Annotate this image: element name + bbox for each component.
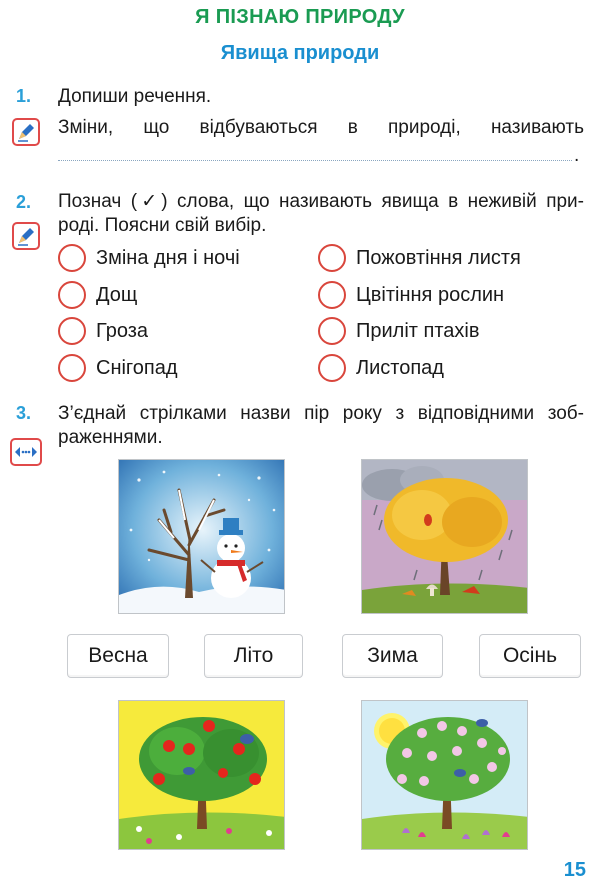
season-label-spring[interactable] xyxy=(67,634,169,678)
page-title: Я ПІЗНАЮ ПРИРОДУ xyxy=(195,6,405,28)
checkbox-circle[interactable] xyxy=(58,244,86,272)
option-label: Приліт птахів xyxy=(356,319,480,342)
option-label: Гроза xyxy=(96,319,149,342)
pen-icon xyxy=(12,118,40,146)
season-label-text: Осінь xyxy=(502,644,558,667)
autumn-picture[interactable] xyxy=(361,459,528,614)
option-label: Листопад xyxy=(356,356,444,379)
page-number: 15 xyxy=(563,859,586,881)
summer-scene-illustration xyxy=(119,701,285,850)
season-label-autumn[interactable] xyxy=(479,634,581,678)
option-label: Снігопад xyxy=(96,356,178,379)
checkbox-circle[interactable] xyxy=(318,354,346,382)
option-label: Зміна дня і ночі xyxy=(96,246,240,269)
option-item[interactable] xyxy=(318,354,444,382)
task-1-end-mark: . xyxy=(574,145,580,166)
option-item[interactable] xyxy=(58,244,240,272)
option-item[interactable] xyxy=(58,281,137,309)
task-3-instruction-line2: раженнями. xyxy=(58,427,163,448)
connect-arrows-icon xyxy=(10,438,42,466)
spring-scene-illustration xyxy=(362,701,528,850)
autumn-scene-illustration xyxy=(362,460,528,614)
answer-line[interactable] xyxy=(58,160,572,161)
checkbox-circle[interactable] xyxy=(58,317,86,345)
task-3-number: 3. xyxy=(16,403,32,423)
page-subtitle: Явища природи xyxy=(220,42,380,64)
spring-picture[interactable] xyxy=(361,700,528,850)
task-2-number: 2. xyxy=(16,192,32,212)
option-label: Цвітіння рослин xyxy=(356,283,505,306)
season-label-text: Весна xyxy=(88,644,148,667)
season-label-summer[interactable] xyxy=(204,634,303,678)
option-item[interactable] xyxy=(318,317,479,345)
option-label: Дощ xyxy=(96,283,138,306)
season-label-text: Зима xyxy=(367,644,418,667)
checkbox-circle[interactable] xyxy=(58,281,86,309)
connect-arrows-glyph xyxy=(12,440,40,464)
checkbox-circle[interactable] xyxy=(318,281,346,309)
task-3-instruction-line1: З’єднай стрілками назви пір року з відповідними зоб- xyxy=(58,403,584,424)
season-label-winter[interactable] xyxy=(342,634,443,678)
checkbox-circle[interactable] xyxy=(58,354,86,382)
season-label-text: Літо xyxy=(233,644,274,667)
pen-icon-glyph xyxy=(14,120,38,144)
winter-scene-illustration xyxy=(119,460,285,614)
pen-icon xyxy=(12,222,40,250)
task-1-instruction: Допиши речення. xyxy=(58,86,212,107)
task-2-instruction-line1: Познач (✓) слова, що називають явища в неживій при- xyxy=(58,191,584,212)
pen-icon-glyph xyxy=(14,224,38,248)
checkbox-circle[interactable] xyxy=(318,244,346,272)
winter-picture[interactable] xyxy=(118,459,285,614)
option-label: Пожовтіння листя xyxy=(356,246,521,269)
task-2-instruction-line2: роді. Поясни свій вибір. xyxy=(58,215,267,236)
task-1-number: 1. xyxy=(16,86,32,106)
task-1-sentence: Зміни, що відбуваються в природі, називають xyxy=(58,117,584,138)
option-item[interactable] xyxy=(58,317,148,345)
option-item[interactable] xyxy=(58,354,178,382)
summer-picture[interactable] xyxy=(118,700,285,850)
option-item[interactable] xyxy=(318,281,504,309)
option-item[interactable] xyxy=(318,244,521,272)
checkbox-circle[interactable] xyxy=(318,317,346,345)
